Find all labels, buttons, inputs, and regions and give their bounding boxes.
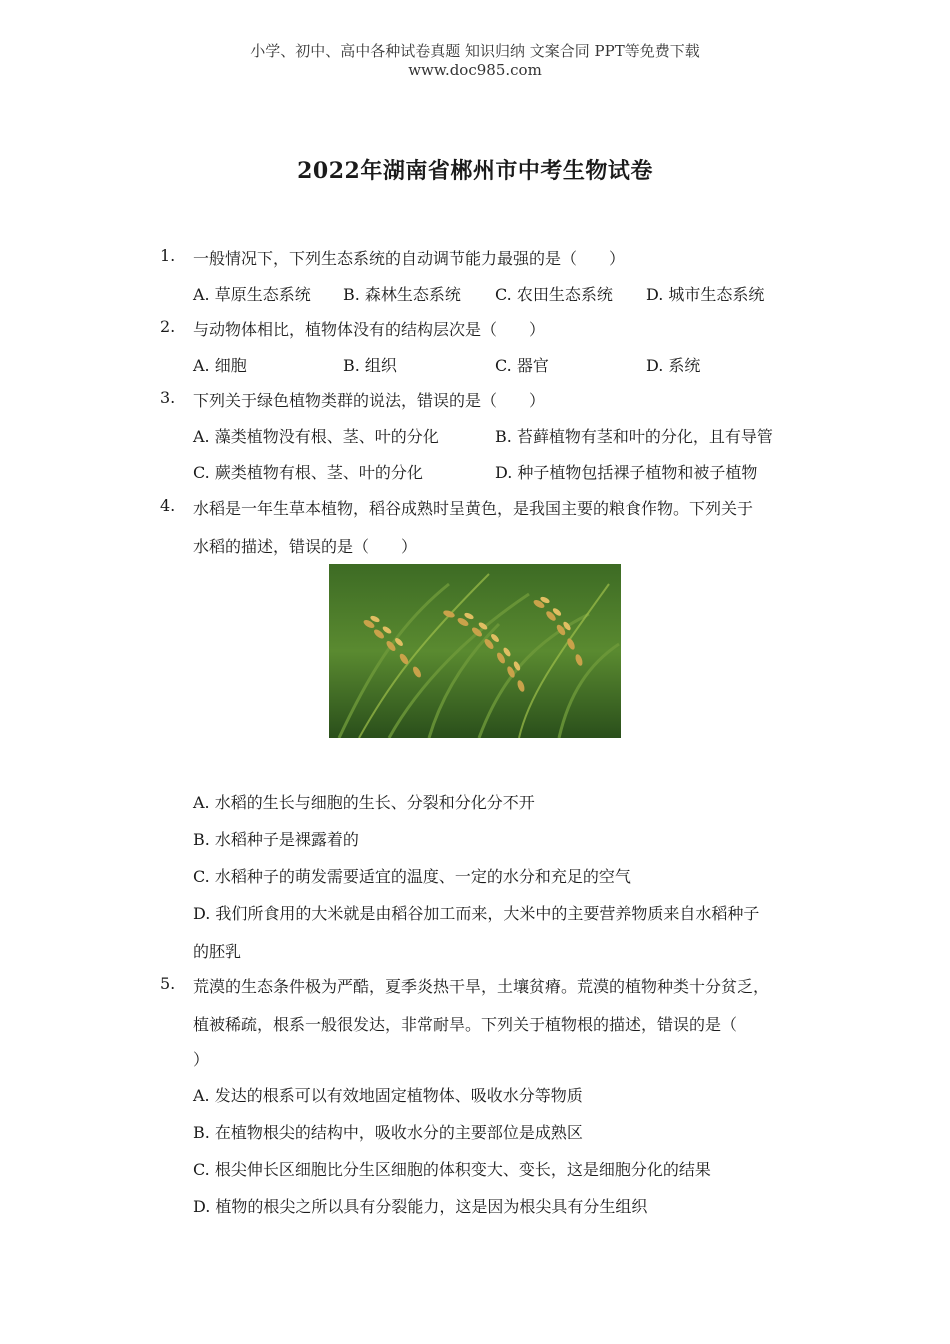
option-b: B. 水稻种子是裸露着的 [193,830,359,849]
option-d: D. 城市生态系统 [646,285,765,304]
option-a: A. 细胞 [193,356,247,375]
question-stem: 与动物体相比，植物体没有的结构层次是（ ） [193,320,546,339]
question-number: 4. [160,496,176,515]
option-a: A. 水稻的生长与细胞的生长、分裂和分化分不开 [193,793,535,812]
option-b: B. 森林生态系统 [343,285,461,304]
option-d: D. 植物的根尖之所以具有分裂能力，这是因为根尖具有分生组织 [193,1197,648,1216]
question-stem-line-2: 水稻的描述，错误的是（ ） [193,537,418,556]
question-stem-line-3: ） [193,1050,210,1069]
option-a: A. 发达的根系可以有效地固定植物体、吸收水分等物质 [193,1086,583,1105]
page-title: 2022年湖南省郴州市中考生物试卷 [297,158,653,184]
option-c: C. 根尖伸长区细胞比分生区细胞的体积变大、变长，这是细胞分化的结果 [193,1160,711,1179]
option-b: B. 苔藓植物有茎和叶的分化，且有导管 [495,427,773,446]
option-c: C. 农田生态系统 [495,285,613,304]
option-d-continued: 的胚乳 [193,942,242,961]
question-stem: 一般情况下，下列生态系统的自动调节能力最强的是（ ） [193,249,626,268]
rice-photo [329,564,621,738]
option-d: D. 系统 [646,356,701,375]
option-a: A. 藻类植物没有根、茎、叶的分化 [193,427,439,446]
site-url: www.doc985.com [408,61,542,79]
question-stem-line-1: 荒漠的生态条件极为严酷，夏季炎热干旱，土壤贫瘠。荒漠的植物种类十分贫乏， [193,977,770,996]
option-b: B. 在植物根尖的结构中，吸收水分的主要部位是成熟区 [193,1123,583,1142]
question-number: 2. [160,317,176,336]
option-c: C. 水稻种子的萌发需要适宜的温度、一定的水分和充足的空气 [193,867,631,886]
option-d: D. 我们所食用的大米就是由稻谷加工而来，大米中的主要营养物质来自水稻种子 [193,904,760,923]
site-banner: 小学、初中、高中各种试卷真题 知识归纳 文案合同 PPT等免费下载 [250,42,700,60]
question-stem: 下列关于绿色植物类群的说法，错误的是（ ） [193,391,546,410]
question-number: 1. [160,246,176,265]
option-b: B. 组织 [343,356,397,375]
option-d: D. 种子植物包括裸子植物和被子植物 [495,463,758,482]
question-stem-line-1: 水稻是一年生草本植物，稻谷成熟时呈黄色，是我国主要的粮食作物。下列关于 [193,499,754,518]
question-number: 5. [160,974,176,993]
option-c: C. 蕨类植物有根、茎、叶的分化 [193,463,423,482]
question-stem-line-2: 植被稀疏，根系一般很发达，非常耐旱。下列关于植物根的描述，错误的是（ [193,1015,738,1034]
question-number: 3. [160,388,176,407]
option-c: C. 器官 [495,356,549,375]
rice-illustration [329,564,621,738]
option-a: A. 草原生态系统 [193,285,311,304]
